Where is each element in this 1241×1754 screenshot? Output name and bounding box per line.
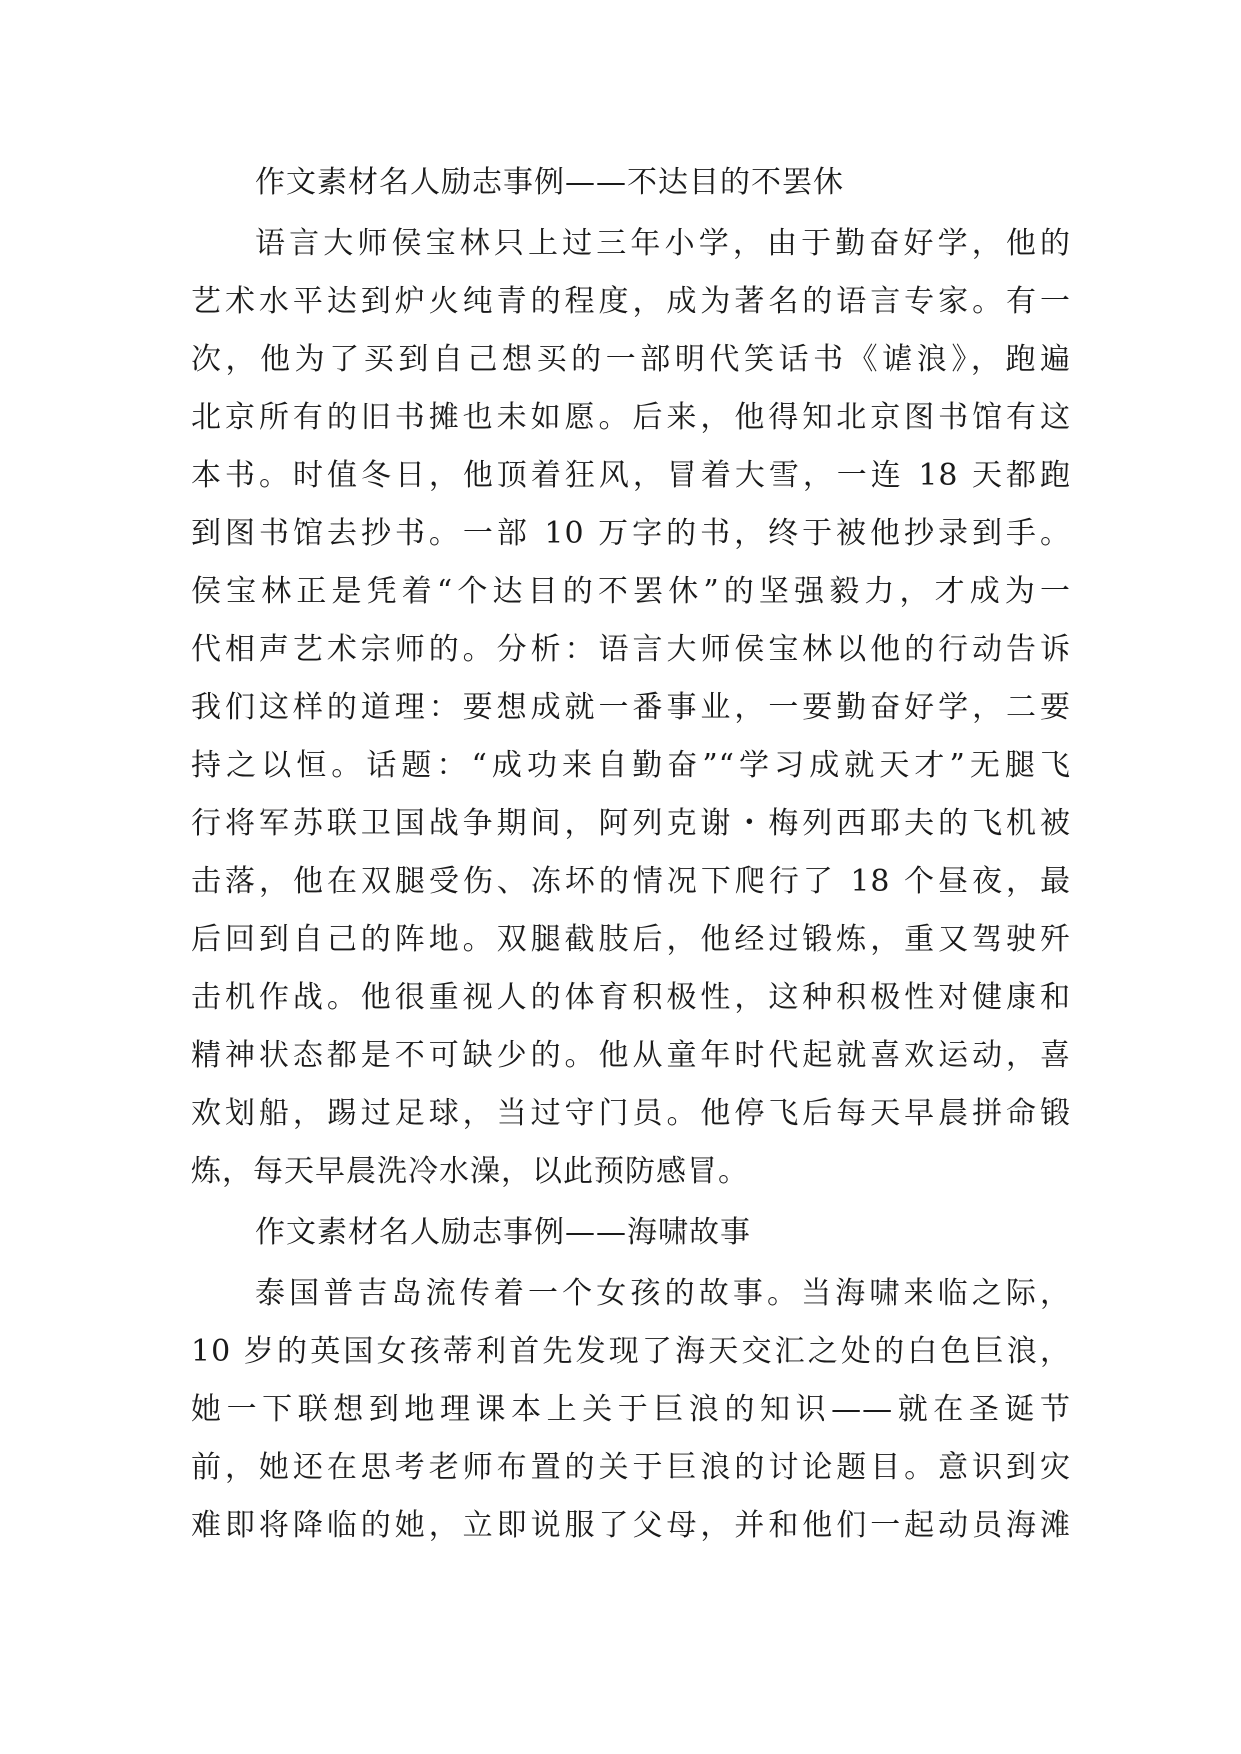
- paragraph-line: 欢划船，踢过足球，当过守门员。他停飞后每天早晨拼命锻: [191, 1096, 1071, 1131]
- paragraph-line: 后回到自己的阵地。双腿截肢后，他经过锻炼，重又驾驶歼: [191, 922, 1071, 957]
- paragraph-line: 我们这样的道理：要想成就一番事业，一要勤奋好学，二要: [191, 690, 1071, 725]
- paragraph-line: 难即将降临的她，立即说服了父母，并和他们一起动员海滩: [191, 1508, 1071, 1543]
- paragraph-line: 语言大师侯宝林只上过三年小学，由于勤奋好学，他的: [255, 226, 1071, 261]
- paragraph-line: 击落，他在双腿受伤、冻坏的情况下爬行了 18 个昼夜，最: [191, 864, 1071, 899]
- paragraph-line: 侯宝林正是凭着“个达目的不罢休”的坚强毅力，才成为一: [191, 574, 1071, 609]
- paragraph-line: 持之以恒。话题：“成功来自勤奋”“学习成就天才”无腿飞: [191, 748, 1071, 783]
- paragraph-line: 前，她还在思考老师布置的关于巨浪的讨论题目。意识到灾: [191, 1450, 1071, 1485]
- paragraph-line: 10 岁的英国女孩蒂利首先发现了海天交汇之处的白色巨浪，: [191, 1334, 1071, 1369]
- paragraph-line: 行将军苏联卫国战争期间，阿列克谢・梅列西耶夫的飞机被: [191, 806, 1071, 841]
- paragraph-line: 精神状态都是不可缺少的。他从童年时代起就喜欢运动，喜: [191, 1038, 1071, 1073]
- paragraph-line: 击机作战。他很重视人的体育积极性，这种积极性对健康和: [191, 980, 1071, 1015]
- paragraph-line: 到图书馆去抄书。一部 10 万字的书，终于被他抄录到手。: [191, 516, 1071, 551]
- paragraph-line: 次，他为了买到自己想买的一部明代笑话书《谑浪》，跑遍: [191, 342, 1071, 377]
- section-heading: 作文素材名人励志事例——不达目的不罢休: [255, 165, 844, 200]
- paragraph-line: 她一下联想到地理课本上关于巨浪的知识——就在圣诞节: [191, 1392, 1071, 1427]
- paragraph-line: 炼，每天早晨洗冷水澡，以此预防感冒。: [191, 1154, 749, 1189]
- paragraph-line: 艺术水平达到炉火纯青的程度，成为著名的语言专家。有一: [191, 284, 1071, 319]
- paragraph-line: 北京所有的旧书摊也未如愿。后来，他得知北京图书馆有这: [191, 400, 1071, 435]
- section-heading: 作文素材名人励志事例——海啸故事: [255, 1215, 751, 1250]
- paragraph-line: 泰国普吉岛流传着一个女孩的故事。当海啸来临之际，: [255, 1276, 1071, 1311]
- paragraph-line: 代相声艺术宗师的。分析：语言大师侯宝林以他的行动告诉: [191, 632, 1071, 667]
- paragraph-line: 本书。时值冬日，他顶着狂风，冒着大雪，一连 18 天都跑: [191, 458, 1071, 493]
